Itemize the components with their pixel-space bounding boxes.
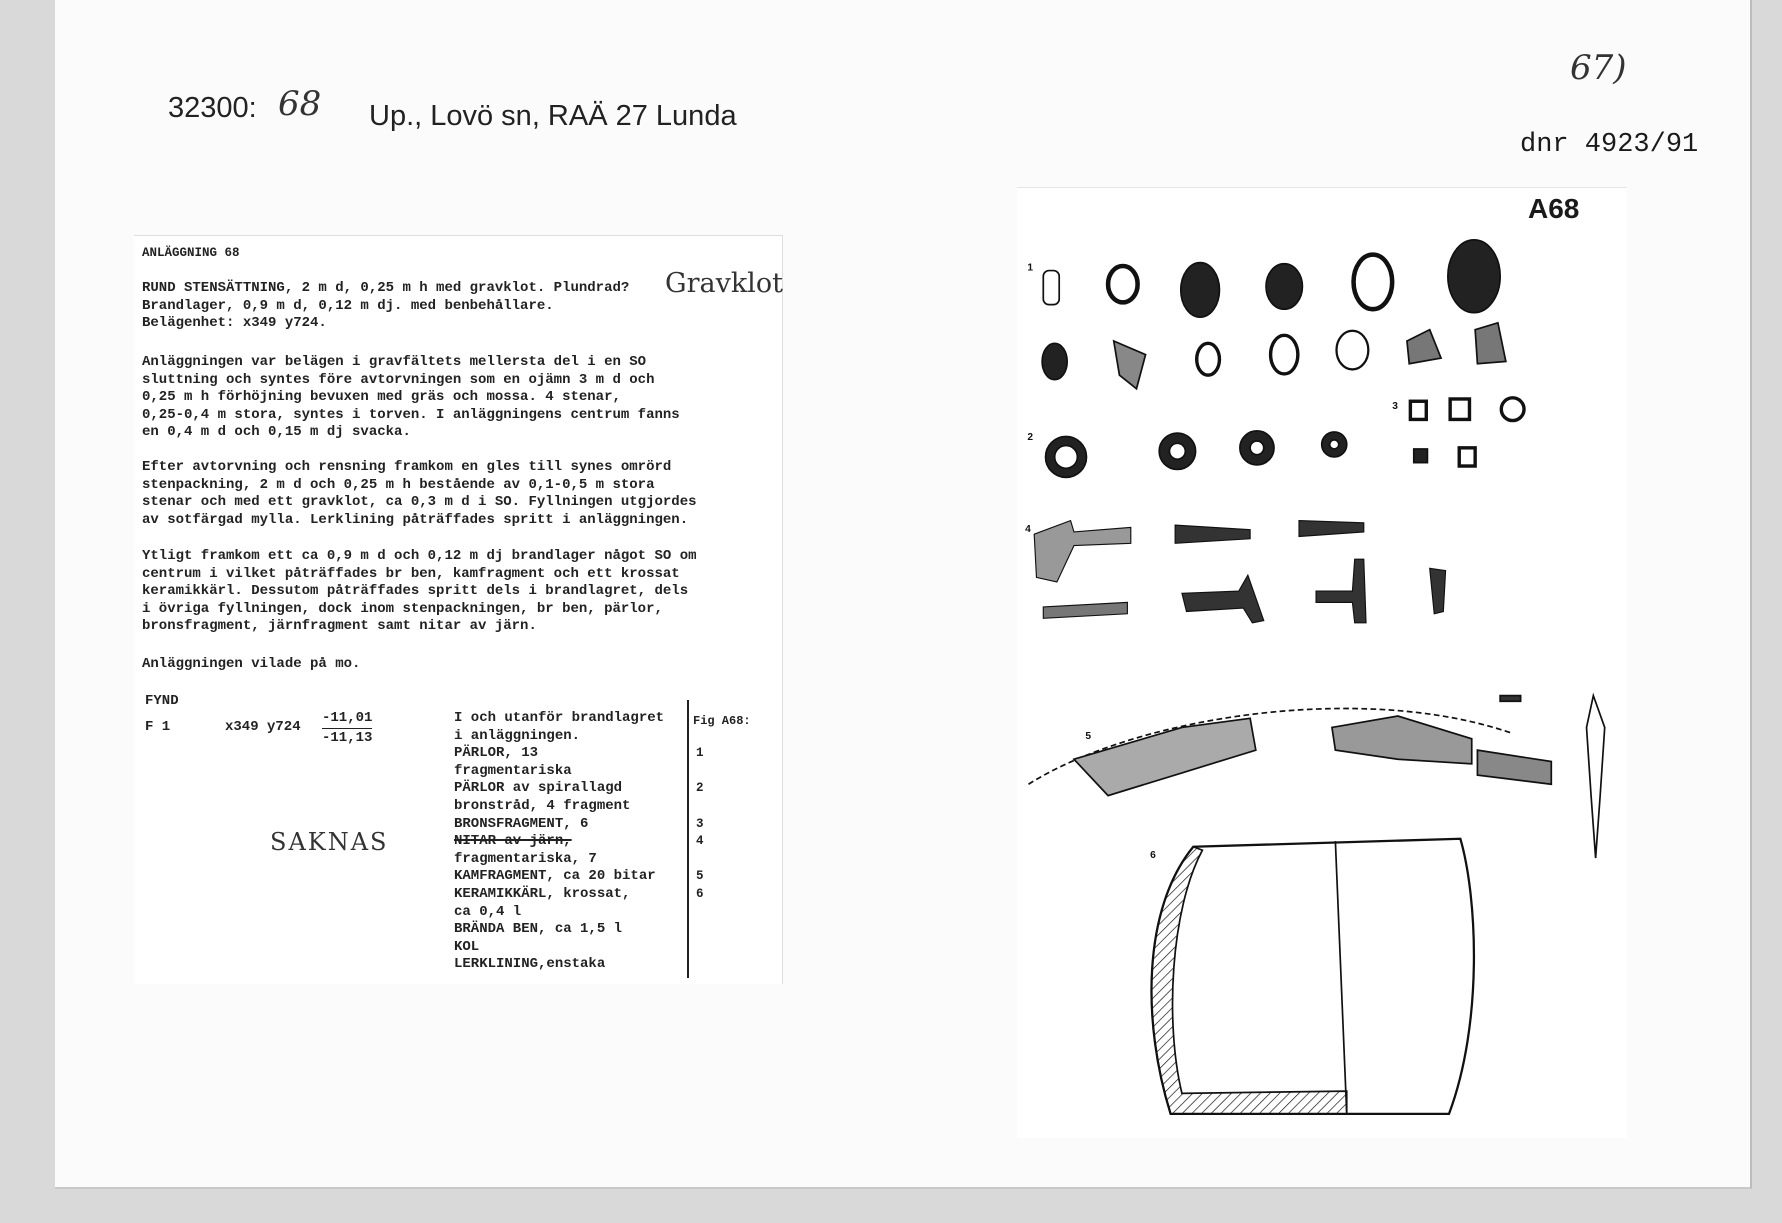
- fig-number-1: 1: [1027, 262, 1034, 274]
- catalog-handwritten: 68: [278, 84, 322, 124]
- find-row: LERKLINING,enstaka: [454, 956, 606, 973]
- text-line: Efter avtorvning och rensning framkom en gles till synes omrörd: [142, 459, 672, 475]
- fig-number-5: 5: [1085, 730, 1092, 742]
- catalog-number: 32300:: [168, 92, 257, 124]
- find-row: i anläggningen.: [454, 727, 581, 744]
- text-line: en 0,4 m d och 0,15 m dj svacka.: [142, 424, 411, 441]
- find-row: fragmentariska, 7: [454, 850, 597, 867]
- find-fig-number: 1: [696, 746, 704, 761]
- find-row: NITAR av järn,: [454, 833, 572, 850]
- summary-line: Brandlager, 0,9 m d, 0,12 m dj. med benbehållare.: [142, 297, 554, 314]
- find-row: ca 0,4 l: [454, 903, 522, 920]
- text-line: stenpackning, 2 m d och 0,25 m h bestående av 0,1-0,5 m stora: [142, 476, 655, 493]
- beads-drawing: [1042, 240, 1524, 478]
- page-handwritten: 67): [1570, 48, 1627, 88]
- location-title: Up., Lovö sn, RAÄ 27 Lunda: [369, 100, 737, 132]
- find-row: BRÄNDA BEN, ca 1,5 l: [454, 921, 623, 938]
- fig-number-4: 4: [1025, 523, 1031, 535]
- fig-number-3: 3: [1392, 401, 1398, 413]
- text-line: 0,25-0,4 m stora, syntes i torven. I anläggningens centrum fanns: [142, 406, 680, 423]
- text-line: sluttning och syntes före avtorvningen som en ojämn 3 m d och: [142, 371, 655, 388]
- figure-label: A68: [1528, 193, 1580, 224]
- find-fig-number: 3: [696, 816, 704, 831]
- record-title: ANLÄGGNING 68: [142, 246, 240, 260]
- text-line: bronsfragment, järnfragment samt nitar av järn.: [142, 618, 537, 635]
- text-line: Ytligt framkom ett ca 0,9 m d och 0,12 m dj brandlager något SO om: [142, 548, 697, 564]
- dnr-number: dnr 4923/91: [1520, 130, 1699, 160]
- text-line: keramikkärl. Dessutom påträffades spritt dels i brandlagret, dels: [142, 583, 689, 600]
- summary-line: Belägenhet: x349 y724.: [142, 315, 327, 332]
- fig-heading: Fig A68:: [693, 714, 751, 728]
- text-line: 0,25 m h förhöjning bevuxen med gräs och mossa. 4 stenar,: [142, 389, 621, 406]
- finds-heading: FYND: [145, 693, 179, 709]
- handwritten-missing: SAKNAS: [270, 828, 389, 856]
- level-bottom: -11,13: [322, 730, 373, 746]
- find-row: KERAMIKKÄRL, krossat,: [454, 885, 631, 902]
- find-fig-number: 5: [696, 869, 704, 884]
- summary-line: RUND STENSÄTTNING, 2 m d, 0,25 m h med gravklot. Plundrad?: [142, 280, 630, 296]
- text-line: stenar och med ett gravklot, ca 0,3 m d i SO. Fyllningen utgjordes: [142, 494, 697, 511]
- rivets-drawing: [1034, 521, 1445, 623]
- find-row: fragmentariska: [454, 762, 572, 779]
- find-coords: x349 y724: [225, 719, 301, 735]
- find-row: I och utanför brandlagret: [454, 710, 665, 726]
- pottery-drawing: [1151, 839, 1473, 1114]
- find-row: BRONSFRAGMENT, 6: [454, 815, 589, 832]
- find-fig-number: 2: [696, 781, 704, 796]
- find-row: PÄRLOR, 13: [454, 745, 539, 762]
- text-line: centrum i vilket påträffades br ben, kamfragment och ett krossat: [142, 565, 680, 582]
- find-row: PÄRLOR av spirallagd: [454, 780, 623, 797]
- comb-drawing: [1029, 696, 1605, 862]
- handwritten-note: Gravklot: [665, 268, 783, 299]
- find-row: KAMFRAGMENT, ca 20 bitar: [454, 868, 656, 885]
- find-row: KOL: [454, 938, 480, 955]
- fig-number-2: 2: [1027, 431, 1034, 443]
- text-line: av sotfärgad mylla. Lerklining påträffades spritt i anläggningen.: [142, 511, 689, 528]
- text-line: i övriga fyllningen, dock inom stenpackningen, br ben, pärlor,: [142, 600, 663, 617]
- find-fig-number: 4: [696, 834, 704, 849]
- find-fig-number: 6: [696, 886, 704, 901]
- find-row: bronstråd, 4 fragment: [454, 797, 631, 814]
- paragraph-4: Anläggningen vilade på mo.: [142, 656, 361, 672]
- text-line: Anläggningen var belägen i gravfältets mellersta del i en SO: [142, 354, 647, 370]
- level-top: -11,01: [322, 710, 372, 729]
- find-id: F 1: [145, 719, 171, 735]
- fig-number-6: 6: [1150, 850, 1156, 862]
